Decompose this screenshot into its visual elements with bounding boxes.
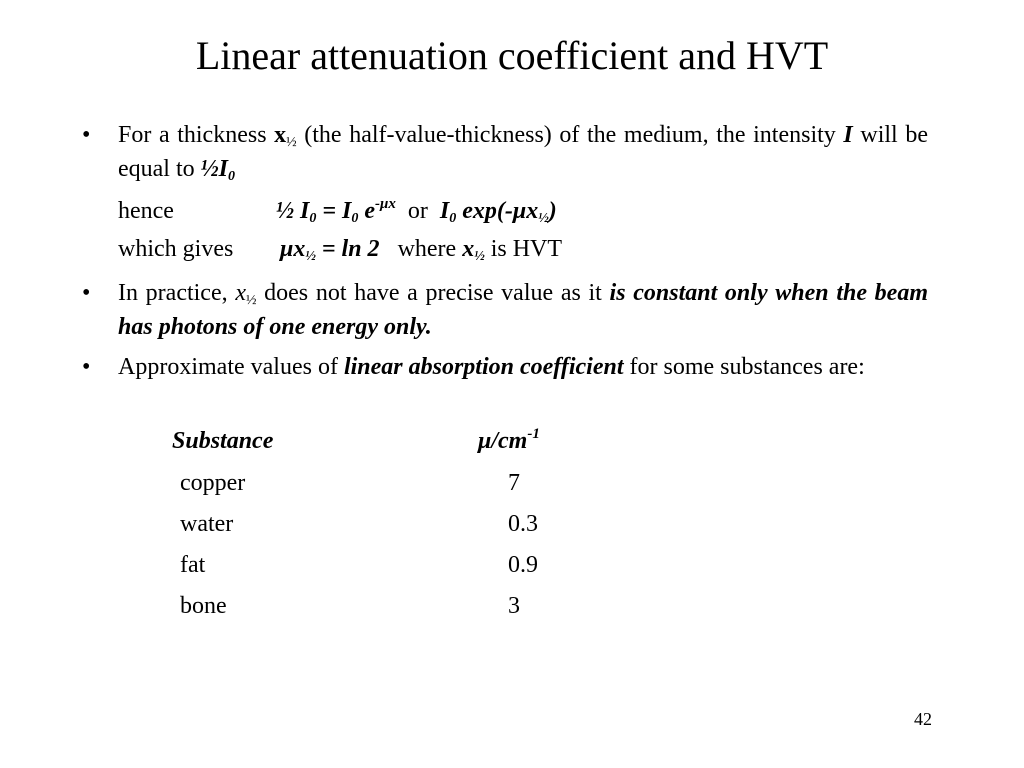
row-substance: copper (180, 470, 246, 496)
text: is HVT (484, 236, 563, 262)
header-substance: Substance (172, 428, 274, 454)
text: Approximate values of (118, 354, 344, 380)
or-text: or (395, 198, 440, 224)
eq-part: I (439, 198, 450, 224)
text: (the half-value-thickness) of the medium, the intensity (296, 122, 844, 148)
slide-title: Linear attenuation coefficient and HVT (195, 33, 829, 78)
subscript-half: ½ (538, 211, 549, 226)
symbol-half-intensity: ½I (200, 156, 228, 182)
text: for some substances are: (623, 354, 865, 380)
gives-label: which gives (118, 236, 234, 262)
header-mu (478, 424, 540, 458)
subscript-half: ½ (474, 249, 485, 264)
bullet-marker: • (82, 122, 91, 148)
symbol-x: x (462, 236, 475, 262)
header-mu-text: μ/cm (478, 428, 528, 454)
bullet-thickness (82, 118, 928, 186)
eq-part: e (358, 198, 376, 224)
row-value: 0.9 (508, 552, 538, 578)
gives-equation (280, 232, 562, 266)
text: In practice, (118, 280, 236, 306)
row-value: 7 (508, 470, 520, 496)
hence-label: hence (118, 198, 174, 224)
page-number: 42 (914, 709, 932, 729)
eq-part: ) (548, 198, 557, 224)
text: will be equal to (118, 122, 928, 182)
eq-part: ½ I (276, 198, 310, 224)
emphasis-text: is constant only when the beam has photons of one energy only. (118, 280, 929, 340)
symbol-intensity: I (843, 122, 853, 148)
subscript-zero: 0 (309, 211, 317, 226)
subscript-zero: 0 (449, 211, 457, 226)
subscript-zero: 0 (227, 169, 235, 184)
emphasis-text: linear absorption coefficient (343, 354, 624, 380)
row-value: 0.3 (508, 511, 538, 537)
symbol-x: x (235, 280, 246, 306)
subscript-zero: 0 (351, 211, 359, 226)
hence-equation (276, 194, 557, 228)
row-substance: bone (180, 593, 227, 619)
bullet-approximate-values (82, 350, 928, 384)
row-substance: fat (180, 552, 206, 578)
row-value: 3 (508, 593, 520, 619)
bullet-marker: • (82, 354, 91, 380)
bullet-marker: • (82, 280, 91, 306)
bullet-practice (82, 276, 929, 344)
symbol-x: x (274, 122, 287, 148)
subscript-half: ½ (245, 293, 257, 308)
eq-part: = ln 2 (315, 236, 380, 262)
text: does not have a precise value as it (256, 280, 610, 306)
eq-part: = I (316, 198, 352, 224)
subscript-half: ½ (305, 249, 316, 264)
text: For a thickness (118, 122, 275, 148)
exponent: -μx (375, 196, 396, 212)
eq-part: exp(-μx (456, 198, 539, 224)
row-substance: water (180, 511, 234, 537)
eq-part: μx (280, 236, 306, 262)
header-mu-exponent: -1 (527, 426, 540, 442)
where-text: where (379, 236, 463, 262)
subscript-half: ½ (286, 135, 297, 150)
